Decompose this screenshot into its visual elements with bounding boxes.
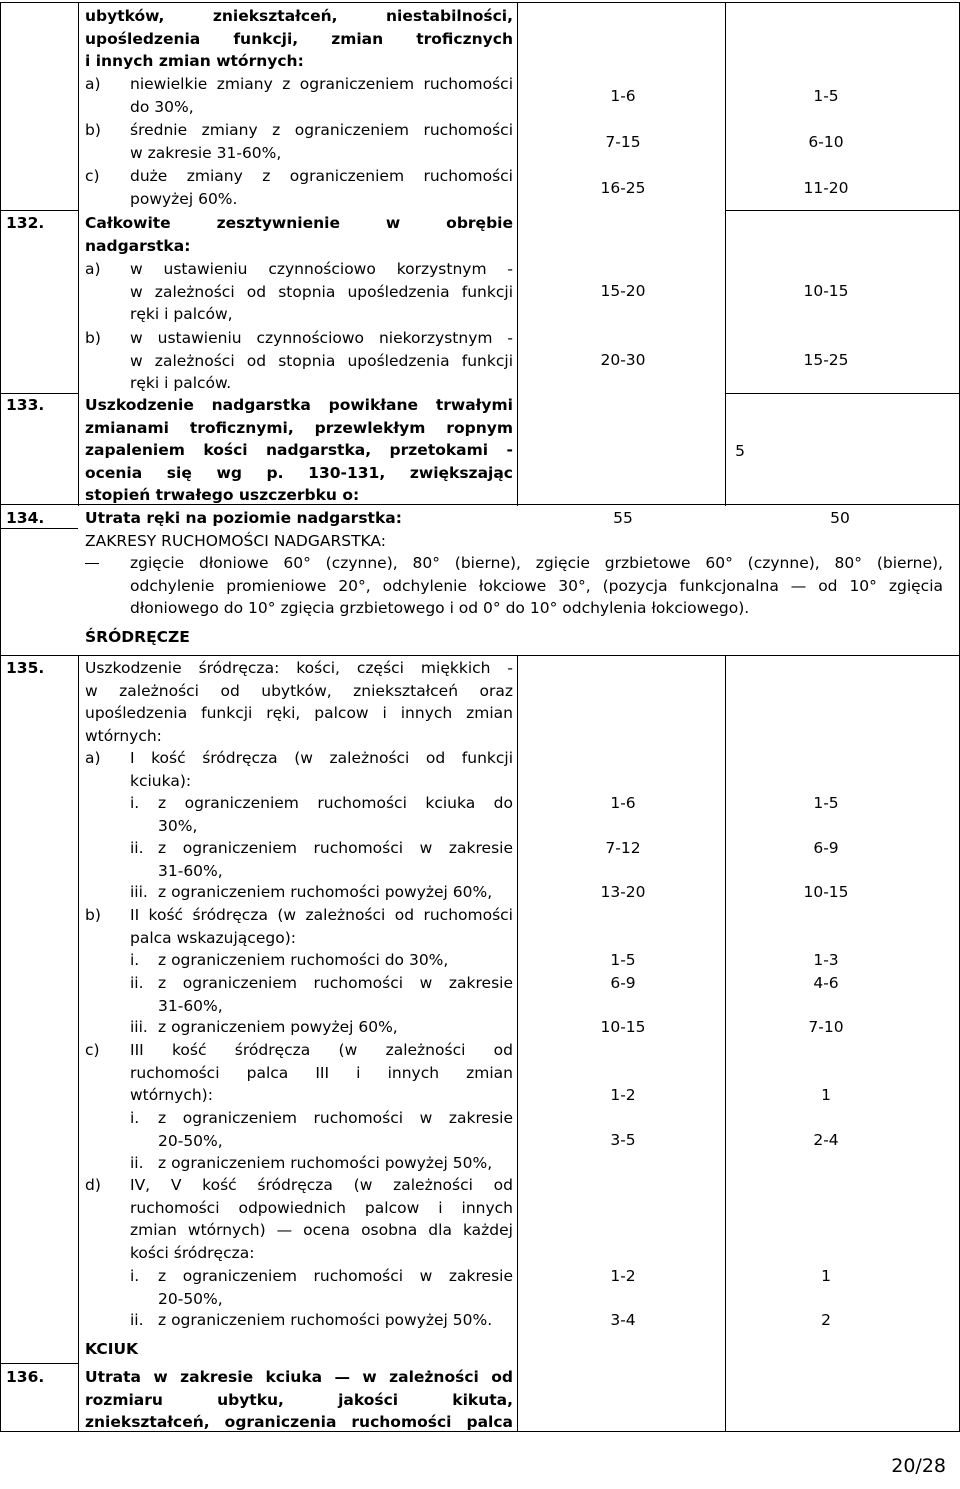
- sub-label: i.: [130, 1109, 140, 1127]
- value-col2: 1: [821, 1267, 831, 1285]
- item-label: b): [85, 329, 101, 347]
- table-border-top: [0, 2, 960, 3]
- value-col1: 1-6: [610, 794, 636, 812]
- entry-text: Uszkodzenie śródręcza: kości, części miękkich -: [85, 659, 513, 677]
- value-col1: 7-12: [605, 839, 641, 857]
- value-col2: 4-6: [813, 974, 839, 992]
- ranges-text: odchylenie promieniowe 20°, odchylenie łokciowe 30°, (pozycja funkcjonalna — od 10° zgięcia: [130, 576, 943, 595]
- sub-text: z ograniczeniem powyżej 60%,: [158, 1018, 398, 1036]
- item-label: c): [85, 167, 100, 186]
- sub-text: 31-60%,: [158, 861, 223, 880]
- group-text: ruchomości odpowiednich palcow i innych: [130, 1198, 513, 1217]
- entry-number: 133.: [6, 396, 45, 414]
- sub-text: z ograniczeniem ruchomości powyżej 60%,: [158, 883, 493, 901]
- entry-title: nadgarstka:: [85, 236, 191, 255]
- group-text: ruchomości palca III i innych zmian: [130, 1063, 513, 1082]
- sub-text: z ograniczeniem ruchomości w zakresie: [158, 1109, 513, 1127]
- group-label: a): [85, 749, 101, 767]
- value-col1: 1-5: [610, 951, 636, 969]
- item-text: w ustawieniu czynnościowo niekorzystnym -: [130, 329, 513, 347]
- sub-text: z ograniczeniem ruchomości w zakresie: [158, 839, 513, 857]
- sub-label: iii.: [130, 883, 148, 901]
- sub-label: ii.: [130, 1311, 144, 1329]
- sub-text: z ograniczeniem ruchomości powyżej 50%,: [158, 1154, 493, 1172]
- value-col2: 6-10: [808, 133, 844, 151]
- entry-text: wtórnych:: [85, 726, 162, 745]
- value-col2: 11-20: [803, 179, 849, 197]
- sub-text: z ograniczeniem ruchomości w zakresie: [158, 974, 513, 992]
- item-text: ręki i palców.: [130, 374, 232, 393]
- group-text: III kość śródręcza (w zależności od: [130, 1041, 513, 1059]
- group-label: d): [85, 1176, 101, 1194]
- column-rule: [517, 655, 518, 1432]
- entry-text: w zależności od ubytków, zniekształceń oraz: [85, 681, 513, 700]
- group-label: c): [85, 1041, 100, 1059]
- ranges-text: dłoniowego do 10° zgięcia grzbietowego i od 0° do 10° odchylenia łokciowego).: [130, 599, 750, 618]
- item-text: średnie zmiany z ograniczeniem ruchomości: [130, 121, 513, 140]
- list-dash: [85, 563, 99, 564]
- value-col1: 3-5: [610, 1131, 636, 1149]
- group-text: palca wskazującego):: [130, 928, 296, 947]
- group-text: wtórnych):: [130, 1086, 213, 1105]
- value-col2: 10-15: [803, 282, 849, 300]
- value-col1: 13-20: [600, 883, 646, 901]
- group-text: IV, V kość śródręcza (w zależności od: [130, 1176, 513, 1194]
- value-col1: 1-2: [610, 1267, 636, 1285]
- sub-label: i.: [130, 1267, 140, 1285]
- item-text: niewielkie zmiany z ograniczeniem ruchomości: [130, 75, 513, 93]
- ranges-text: zgięcie dłoniowe 60° (czynne), 80° (bierne), zgięcie grzbietowe 60° (czynne), 80° (bierne),: [130, 554, 943, 572]
- item-text: w zależności od stopnia upośledzenia funkcji: [130, 351, 513, 370]
- column-rule: [78, 2, 79, 506]
- entry-title: zapaleniem kości nadgarstka, przetokami -: [85, 441, 513, 460]
- group-text: zmian wtórnych) — ocena osobna dla każdej: [130, 1221, 513, 1240]
- entry-number: 134.: [6, 509, 45, 527]
- item-text: duże zmiany z ograniczeniem ruchomości: [130, 167, 513, 186]
- entry-title: stopień trwałego uszczerbku o:: [85, 486, 360, 505]
- value-col2: 7-10: [808, 1018, 844, 1036]
- group-text: kciuka):: [130, 771, 192, 790]
- entry-title: rozmiaru ubytku, jakości kikuta,: [85, 1390, 513, 1409]
- item-label: b): [85, 121, 101, 140]
- value-col2: 2-4: [813, 1131, 839, 1149]
- item-text: w zakresie 31-60%,: [130, 143, 282, 162]
- sub-text: 31-60%,: [158, 996, 223, 1015]
- item-label: a): [85, 75, 101, 93]
- value-col1: 20-30: [600, 351, 646, 369]
- value-col1: 1-6: [610, 87, 636, 105]
- value-col2: 1: [821, 1086, 831, 1104]
- sub-label: i.: [130, 794, 140, 812]
- item-text: ręki i palców,: [130, 305, 233, 324]
- value-col1: 1-2: [610, 1086, 636, 1104]
- sub-label: i.: [130, 951, 140, 969]
- entry-title: ubytków, zniekształceń, niestabilności,: [85, 7, 513, 25]
- group-text: II kość śródręcza (w zależności od ruchomości: [130, 906, 513, 924]
- entry-title: zmianami troficznymi, przewlekłym ropnym: [85, 418, 513, 437]
- sub-text: 20-50%,: [158, 1289, 223, 1308]
- section-heading: KCIUK: [85, 1340, 139, 1358]
- sub-text: 30%,: [158, 816, 198, 835]
- entry-title: Utrata ręki na poziomie nadgarstka:: [85, 509, 402, 527]
- group-text: kości śródręcza:: [130, 1243, 255, 1262]
- value-col1: 15-20: [600, 282, 646, 300]
- entry-title: Uszkodzenie nadgarstka powikłane trwałymi: [85, 396, 513, 414]
- entry-title: Utrata w zakresie kciuka — w zależności od: [85, 1368, 513, 1386]
- item-text: powyżej 60%.: [130, 190, 238, 208]
- sub-label: ii.: [130, 839, 144, 857]
- item-label: a): [85, 260, 101, 278]
- group-text: I kość śródręcza (w zależności od funkcji: [130, 749, 513, 767]
- entry-number: 135.: [6, 659, 45, 677]
- sub-text: z ograniczeniem ruchomości w zakresie: [158, 1267, 513, 1285]
- value-col2: 15-25: [803, 351, 849, 369]
- column-rule: [78, 655, 79, 1432]
- value-col2: 2: [821, 1311, 831, 1329]
- entry-title: zniekształceń, ograniczenia ruchomości palca: [85, 1413, 513, 1432]
- value-col1: 3-4: [610, 1311, 636, 1329]
- value-col2: 6-9: [813, 839, 839, 857]
- row-rule: [0, 655, 959, 656]
- entry-title: i innych zmian wtórnych:: [85, 52, 304, 71]
- ranges-heading: ZAKRESY RUCHOMOŚCI NADGARSTKA:: [85, 532, 386, 550]
- value-col2: 10-15: [803, 883, 849, 901]
- sub-text: 20-50%,: [158, 1131, 223, 1150]
- item-text: w ustawieniu czynnościowo korzystnym -: [130, 260, 513, 278]
- section-heading: ŚRÓDRĘCZE: [85, 628, 190, 646]
- item-text: do 30%,: [130, 97, 194, 116]
- row-rule: [725, 210, 959, 211]
- value-col1: 7-15: [605, 133, 641, 151]
- sub-text: z ograniczeniem ruchomości kciuka do: [158, 794, 513, 812]
- value-col2: 1-5: [813, 87, 839, 105]
- item-text: w zależności od stopnia upośledzenia funkcji: [130, 282, 513, 301]
- entry-text: upośledzenia funkcji ręki, palcow i innych zmian: [85, 704, 513, 723]
- value-col2: 1-5: [813, 794, 839, 812]
- value-col1: 6-9: [610, 974, 636, 992]
- value-col2: 50: [830, 509, 850, 527]
- page-number: 20/28: [891, 1455, 946, 1477]
- table-border-left: [0, 2, 1, 1432]
- column-rule: [517, 2, 518, 506]
- sub-label: ii.: [130, 974, 144, 992]
- entry-number: 132.: [6, 214, 45, 232]
- sub-text: z ograniczeniem ruchomości powyżej 50%.: [158, 1311, 493, 1329]
- group-label: b): [85, 906, 101, 924]
- entry-title: Całkowite zesztywnienie w obrębie: [85, 214, 513, 232]
- row-rule: [0, 1363, 78, 1364]
- value-combined: 5: [735, 442, 745, 460]
- entry-title: ocenia się wg p. 130-131, zwiększając: [85, 463, 513, 482]
- row-rule: [725, 393, 959, 394]
- entry-title: upośledzenia funkcji, zmian troficznych: [85, 29, 513, 48]
- value-col1: 16-25: [600, 179, 646, 197]
- entry-number: 136.: [6, 1368, 45, 1386]
- value-col1: 10-15: [600, 1018, 646, 1036]
- sub-text: z ograniczeniem ruchomości do 30%,: [158, 951, 449, 969]
- column-rule: [725, 2, 726, 506]
- row-rule: [0, 210, 78, 211]
- value-col1: 55: [613, 509, 633, 527]
- column-rule: [725, 655, 726, 1432]
- value-col2: 1-3: [813, 951, 839, 969]
- sub-label: iii.: [130, 1018, 148, 1036]
- sub-label: ii.: [130, 1154, 144, 1172]
